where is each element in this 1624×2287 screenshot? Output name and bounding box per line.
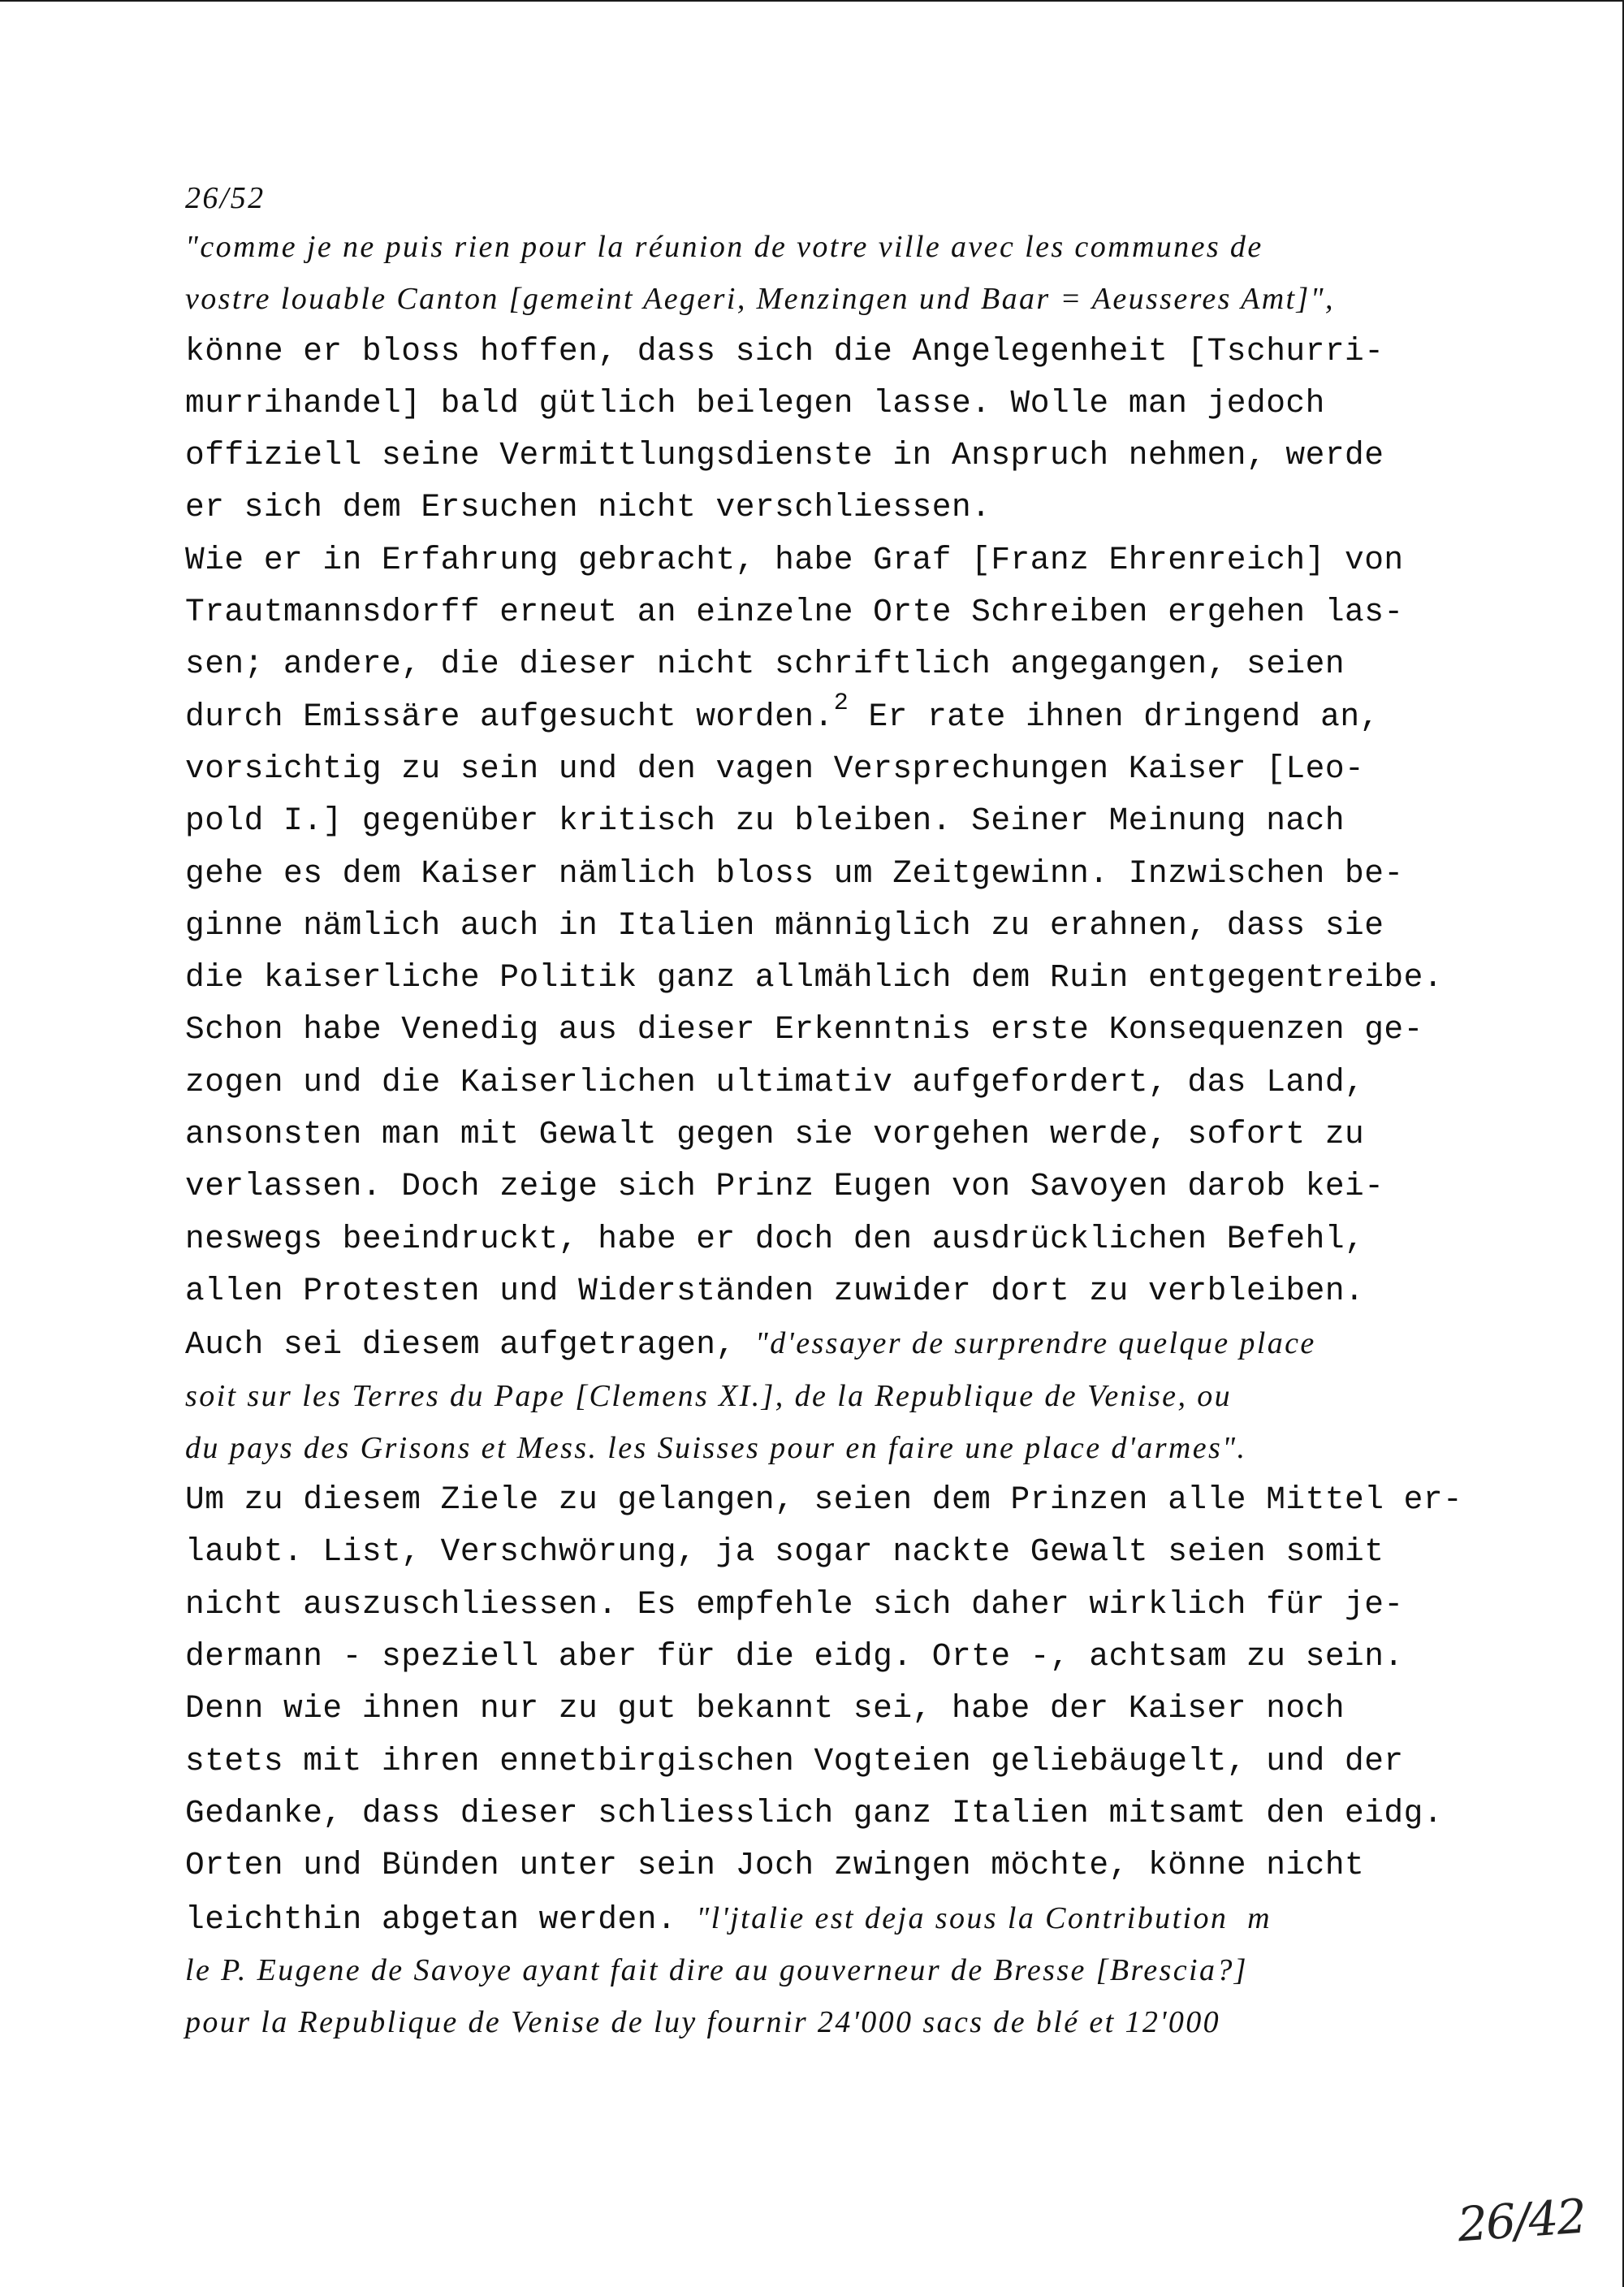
scan-top-edge [0, 0, 1624, 2]
text-line-content: neswegs beeindruckt, habe er doch den ausdrücklichen Befehl, [185, 1220, 1365, 1257]
text-line [185, 1265, 1468, 1317]
text-line [185, 1736, 1468, 1788]
text-line-content: Wie er in Erfahrung gebracht, habe Graf [Franz Ehrenreich] von [185, 541, 1404, 578]
text-line [185, 1057, 1468, 1109]
text-line [185, 1579, 1468, 1631]
quoted-french-text: "d'essayer de surprendre quelque place [754, 1326, 1316, 1361]
text-line-content: gehe es dem Kaiser nämlich bloss um Zeitgewinn. Inzwischen be- [185, 854, 1404, 892]
text-line-content: pour la Republique de Venise de luy fournir 24'000 sacs de blé et 12'000 [185, 2005, 1221, 2040]
text-line [185, 273, 1468, 325]
text-line [185, 1109, 1468, 1161]
text-line-content: pold I.] gegenüber kritisch zu bleiben. Seiner Meinung nach [185, 802, 1345, 840]
text-line [185, 638, 1468, 690]
text-line-content: ansonsten man mit Gewalt gegen sie vorgehen werde, sofort zu [185, 1116, 1365, 1153]
text-line-content: die kaiserliche Politik ganz allmählich dem Ruin entgegentreibe. [185, 959, 1444, 997]
text-line-content: Orten und Bünden unter sein Joch zwingen möchte, könne nicht [185, 1847, 1365, 1884]
text-line-content: vostre louable Canton [gemeint Aegeri, Menzingen und Baar = Aeusseres Amt]", [185, 282, 1335, 317]
text-line [185, 743, 1468, 795]
text-line [185, 1526, 1468, 1578]
text-line-content: allen Protesten und Widerständen zuwider dort zu verbleiben. [185, 1272, 1365, 1309]
page-reference: 26/52 [185, 181, 266, 215]
text-line-content: Um zu diesem Ziele zu gelangen, seien dem Prinzen alle Mittel er- [185, 1481, 1463, 1519]
text-line-content: zogen und die Kaiserlichen ultimativ aufgefordert, das Land, [185, 1063, 1365, 1100]
text-line-content: Schon habe Venedig aus dieser Erkenntnis erste Konsequenzen ge- [185, 1011, 1423, 1048]
text-line-content: Denn wie ihnen nur zu gut bekannt sei, habe der Kaiser noch [185, 1690, 1345, 1727]
text-line-content: verlassen. Doch zeige sich Prinz Eugen von Savoyen darob kei- [185, 1168, 1384, 1205]
text-line [185, 1892, 1468, 1944]
text-line [185, 221, 1468, 273]
text-line-content: le P. Eugene de Savoye ayant fait dire au gouverneur de Bresse [Brescia?] [185, 1952, 1248, 1987]
text-line-content: sen; andere, die dieser nicht schriftlich angegangen, seien [185, 646, 1345, 683]
text-line-continuation: Er rate ihnen dringend an, [849, 698, 1380, 735]
text-line-content: vorsichtig zu sein und den vagen Versprechungen Kaiser [Leo- [185, 750, 1365, 787]
text-lines [185, 221, 1468, 2048]
text-line-content: stets mit ihren ennetbirgischen Vogteien geliebäugelt, und der [185, 1742, 1404, 1779]
text-line [185, 952, 1468, 1004]
text-line [185, 900, 1468, 952]
text-line [185, 1683, 1468, 1735]
text-line-content: Trautmannsdorff erneut an einzelne Orte Schreiben ergehen las- [185, 594, 1404, 631]
text-line-content: Gedanke, dass dieser schliesslich ganz Italien mitsamt den eidg. [185, 1794, 1444, 1831]
text-line [185, 1004, 1468, 1056]
text-line [185, 1161, 1468, 1213]
text-line [185, 482, 1468, 534]
text-line [185, 1840, 1468, 1891]
footnote-marker: 2 [833, 689, 849, 717]
text-line-content: nicht auszuschliessen. Es empfehle sich daher wirklich für je- [185, 1585, 1404, 1623]
text-line [185, 1370, 1468, 1422]
text-line [185, 1944, 1468, 1996]
text-line [185, 534, 1468, 586]
handwritten-archive-number: 26/42 [1455, 2188, 1587, 2253]
text-line-content: Auch sei diesem aufgetragen, [185, 1326, 755, 1364]
text-line-content: du pays des Grisons et Mess. les Suisses pour en faire une place d'armes". [185, 1430, 1247, 1465]
text-line [185, 795, 1468, 847]
text-line-content: leichthin abgetan werden. [185, 1900, 697, 1938]
text-line [185, 430, 1468, 482]
text-line [185, 1213, 1468, 1265]
text-line [185, 1474, 1468, 1526]
text-line-content: offiziell seine Vermittlungsdienste in Anspruch nehmen, werde [185, 437, 1384, 474]
text-line [185, 848, 1468, 900]
text-line [185, 1631, 1468, 1683]
text-line [185, 586, 1468, 638]
text-line-content: dermann - speziell aber für die eidg. Orte -, achtsam zu sein. [185, 1638, 1404, 1675]
text-line [185, 1788, 1468, 1840]
text-line [185, 691, 1468, 743]
text-line [185, 1317, 1468, 1369]
text-line [185, 1422, 1468, 1474]
text-line-content: könne er bloss hoffen, dass sich die Angelegenheit [Tschurri- [185, 332, 1384, 370]
text-line-content: laubt. List, Verschwörung, ja sogar nackte Gewalt seien somit [185, 1533, 1384, 1571]
document-body [185, 172, 1468, 2048]
text-line-content: soit sur les Terres du Pape [Clemens XI.], de la Republique de Venise, ou [185, 1378, 1233, 1413]
text-line [185, 1996, 1468, 2048]
text-line [185, 326, 1468, 378]
quoted-french-text: "l'jtalie est deja sous la Contribution m [696, 1900, 1272, 1935]
text-line-content: durch Emissäre aufgesucht worden. [185, 698, 834, 735]
text-line-content: er sich dem Ersuchen nicht verschliessen. [185, 489, 991, 526]
text-line-content: "comme je ne puis rien pour la réunion de votre ville avec les communes de [185, 230, 1263, 264]
text-line-content: murrihandel] bald gütlich beilegen lasse. Wolle man jedoch [185, 384, 1325, 422]
text-line [185, 378, 1468, 430]
text-line-content: ginne nämlich auch in Italien männiglich zu erahnen, dass sie [185, 906, 1384, 944]
